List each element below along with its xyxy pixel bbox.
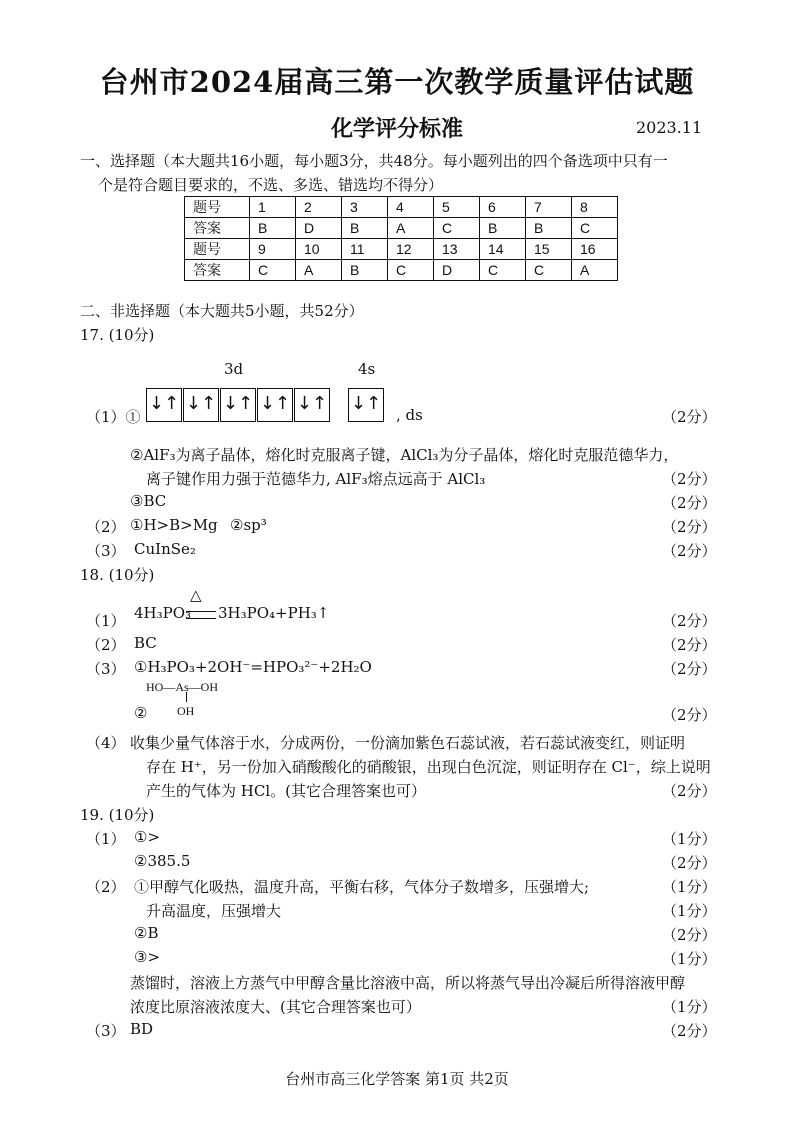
answer-table-cell: 4 <box>388 197 434 218</box>
q19-p1-b: ②385.5 <box>134 852 191 870</box>
q18-p1-heat-symbol: △ <box>190 586 202 604</box>
q18-p3-b-label: ② <box>134 704 148 722</box>
q17-p1-label: （1）① <box>86 408 141 426</box>
answer-table-cell: 5 <box>434 197 480 218</box>
q19-p2-b-score: （2分） <box>662 926 717 944</box>
q18-p4-score: （2分） <box>662 782 717 800</box>
answer-table-cell: 13 <box>434 239 480 260</box>
q18-p1-label: （1） <box>86 612 126 630</box>
q19-p2-label: （2） <box>86 878 126 896</box>
q19-p1-label: （1） <box>86 830 126 848</box>
answer-table <box>184 196 618 281</box>
answer-table-row <box>185 239 618 260</box>
q19-p2-a2-score: （1分） <box>662 902 717 920</box>
answer-table-cell: D <box>434 260 480 281</box>
q18-p1-right: 3H₃PO₄+PH₃↑ <box>218 604 330 622</box>
q18-p4-line3: 产生的气体为 HCl。(其它合理答案也可） <box>146 782 426 800</box>
answer-table-row <box>185 260 618 281</box>
q19-p2-d-line2: 浓度比原溶液浓度大、(其它合理答案也可） <box>130 998 421 1016</box>
answer-table-cell: C <box>388 260 434 281</box>
answer-table-cell: B <box>480 218 526 239</box>
q18-p3-a: ①H₃PO₃+2OH⁻=HPO₃²⁻+2H₂O <box>134 658 372 676</box>
answer-table-cell: 2 <box>296 197 342 218</box>
q17-p3-score: （2分） <box>662 542 717 560</box>
answer-table-cell: D <box>296 218 342 239</box>
answer-table-cell: B <box>342 218 388 239</box>
q18-p2-text: BC <box>134 634 157 652</box>
answer-table-cell: 8 <box>572 197 618 218</box>
orbital-3d-box: ↓↑ <box>183 388 219 422</box>
q19-p1-a-score: （1分） <box>662 830 717 848</box>
q17-p2-b: ②sp³ <box>230 516 267 534</box>
answer-table-row-header: 答案 <box>185 260 250 281</box>
q18-p3-b-score: （2分） <box>662 706 717 724</box>
q17-p1c: ③BC <box>130 492 167 510</box>
q17-p3-text: CuInSe₂ <box>134 540 196 558</box>
q18-p3-label: （3） <box>86 660 126 678</box>
q19-p1-a: ①> <box>134 828 161 846</box>
page-subtitle: 化学评分标准 <box>330 116 463 142</box>
orbital-4s-box: ↓↑ <box>348 388 384 422</box>
q18-p2-score: （2分） <box>662 636 717 654</box>
answer-table-cell: C <box>434 218 480 239</box>
answer-table-cell: 11 <box>342 239 388 260</box>
answer-table-cell: C <box>572 218 618 239</box>
q18-p4-label: （4） <box>86 734 126 752</box>
answer-table-cell: B <box>342 260 388 281</box>
q18-p4-line2: 存在 H⁺，另一份加入硝酸酸化的硝酸银，出现白色沉淀，则证明存在 Cl⁻，综上说明 <box>146 758 711 776</box>
q17-heading: 17. (10分) <box>80 326 155 344</box>
q19-p2-a2: 升高温度，压强增大 <box>146 902 282 920</box>
q18-p1-equals-sign <box>186 611 216 619</box>
answer-table-row-header: 题号 <box>185 197 250 218</box>
orbital-3d-box: ↓↑ <box>294 388 330 422</box>
q19-p2-b: ②B <box>134 924 159 942</box>
answer-table-cell: B <box>526 218 572 239</box>
answer-table-cell: A <box>388 218 434 239</box>
q17-p2-score: （2分） <box>662 518 717 536</box>
q17-p1b-score: （2分） <box>662 470 717 488</box>
answer-table-cell: 10 <box>296 239 342 260</box>
section2-heading: 二、非选择题（本大题共5小题，共52分） <box>80 302 364 320</box>
q17-p1b-line2: 离子键作用力强于范德华力, AlF₃熔点远高于 AlCl₃ <box>146 470 486 488</box>
answer-table-cell: 9 <box>250 239 296 260</box>
answer-table-cell: 3 <box>342 197 388 218</box>
page-footer: 台州市高三化学答案 第1页 共2页 <box>285 1070 509 1088</box>
answer-table-row <box>185 197 618 218</box>
answer-table-cell: 7 <box>526 197 572 218</box>
exam-date: 2023.11 <box>636 118 703 137</box>
orbital-3d-box: ↓↑ <box>146 388 182 422</box>
q19-p2-d-line1: 蒸馏时，溶液上方蒸气中甲醇含量比溶液中高，所以将蒸气导出冷凝后所得溶液甲醇 <box>130 974 686 992</box>
q19-heading: 19. (10分) <box>80 806 155 824</box>
q18-p3-a-score: （2分） <box>662 660 717 678</box>
q17-p1-tail: , ds <box>396 406 423 424</box>
q19-p2-a: ①甲醇气化吸热，温度升高，平衡右移，气体分子数增多，压强增大; <box>134 878 590 896</box>
orbital-3d-box: ↓↑ <box>257 388 293 422</box>
section1-instructions-line1: 一、选择题（本大题共16小题，每小题3分，共48分。每小题列出的四个备选项中只有一 <box>80 152 668 170</box>
q19-p3-score: （2分） <box>662 1022 717 1040</box>
q18-p4-line1: 收集少量气体溶于水，分成两份，一份滴加紫色石蕊试液，若石蕊试液变红，则证明 <box>130 734 686 752</box>
answer-table-cell: 6 <box>480 197 526 218</box>
answer-table-row <box>185 218 618 239</box>
answer-table-cell: C <box>480 260 526 281</box>
q17-p1c-score: （2分） <box>662 494 717 512</box>
section1-instructions-line2: 个是符合题目要求的，不选、多选、错选均不得分） <box>98 176 444 194</box>
orbital-3d-box: ↓↑ <box>220 388 256 422</box>
q19-p2-c: ③> <box>134 948 161 966</box>
answer-table-cell: 1 <box>250 197 296 218</box>
answer-table-row-header: 答案 <box>185 218 250 239</box>
answer-table-cell: B <box>250 218 296 239</box>
answer-table-cell: C <box>250 260 296 281</box>
answer-table-cell: 14 <box>480 239 526 260</box>
q17-p2-a: ①H>B>Mg <box>130 516 218 534</box>
q19-p2-d-score: （1分） <box>662 998 717 1016</box>
answer-table-cell: 12 <box>388 239 434 260</box>
q17-p3-label: （3） <box>86 542 126 560</box>
q17-p1-score: （2分） <box>662 408 717 426</box>
answer-table-cell: 16 <box>572 239 618 260</box>
answer-table-cell: C <box>526 260 572 281</box>
answer-table-cell: A <box>572 260 618 281</box>
q18-heading: 18. (10分) <box>80 566 155 584</box>
q17-p2-label: （2） <box>86 518 126 536</box>
q19-p1-b-score: （2分） <box>662 854 717 872</box>
q19-p3-label: （3） <box>86 1022 126 1040</box>
q18-structure-bond <box>186 692 188 702</box>
q18-structure-bottom: OH <box>177 704 195 718</box>
q18-p2-label: （2） <box>86 636 126 654</box>
q17-p1b-line1: ②AlF₃为离子晶体，熔化时克服离子键，AlCl₃为分子晶体，熔化时克服范德华力， <box>130 446 679 464</box>
page-title: 台州市2024届高三第一次教学质量评估试题 <box>99 65 695 99</box>
q18-p1-score: （2分） <box>662 612 717 630</box>
q19-p2-a-score: （1分） <box>662 878 717 896</box>
q19-p3-text: BD <box>130 1020 154 1038</box>
orbital-3d-label: 3d <box>224 360 244 378</box>
answer-table-cell: 15 <box>526 239 572 260</box>
answer-table-cell: A <box>296 260 342 281</box>
q18-p1-left: 4H₃PO₃ <box>134 604 192 622</box>
q18-structure-top: HO—As—OH <box>146 680 218 694</box>
answer-table-row-header: 题号 <box>185 239 250 260</box>
q19-p2-c-score: （1分） <box>662 950 717 968</box>
orbital-4s-label: 4s <box>358 360 376 378</box>
